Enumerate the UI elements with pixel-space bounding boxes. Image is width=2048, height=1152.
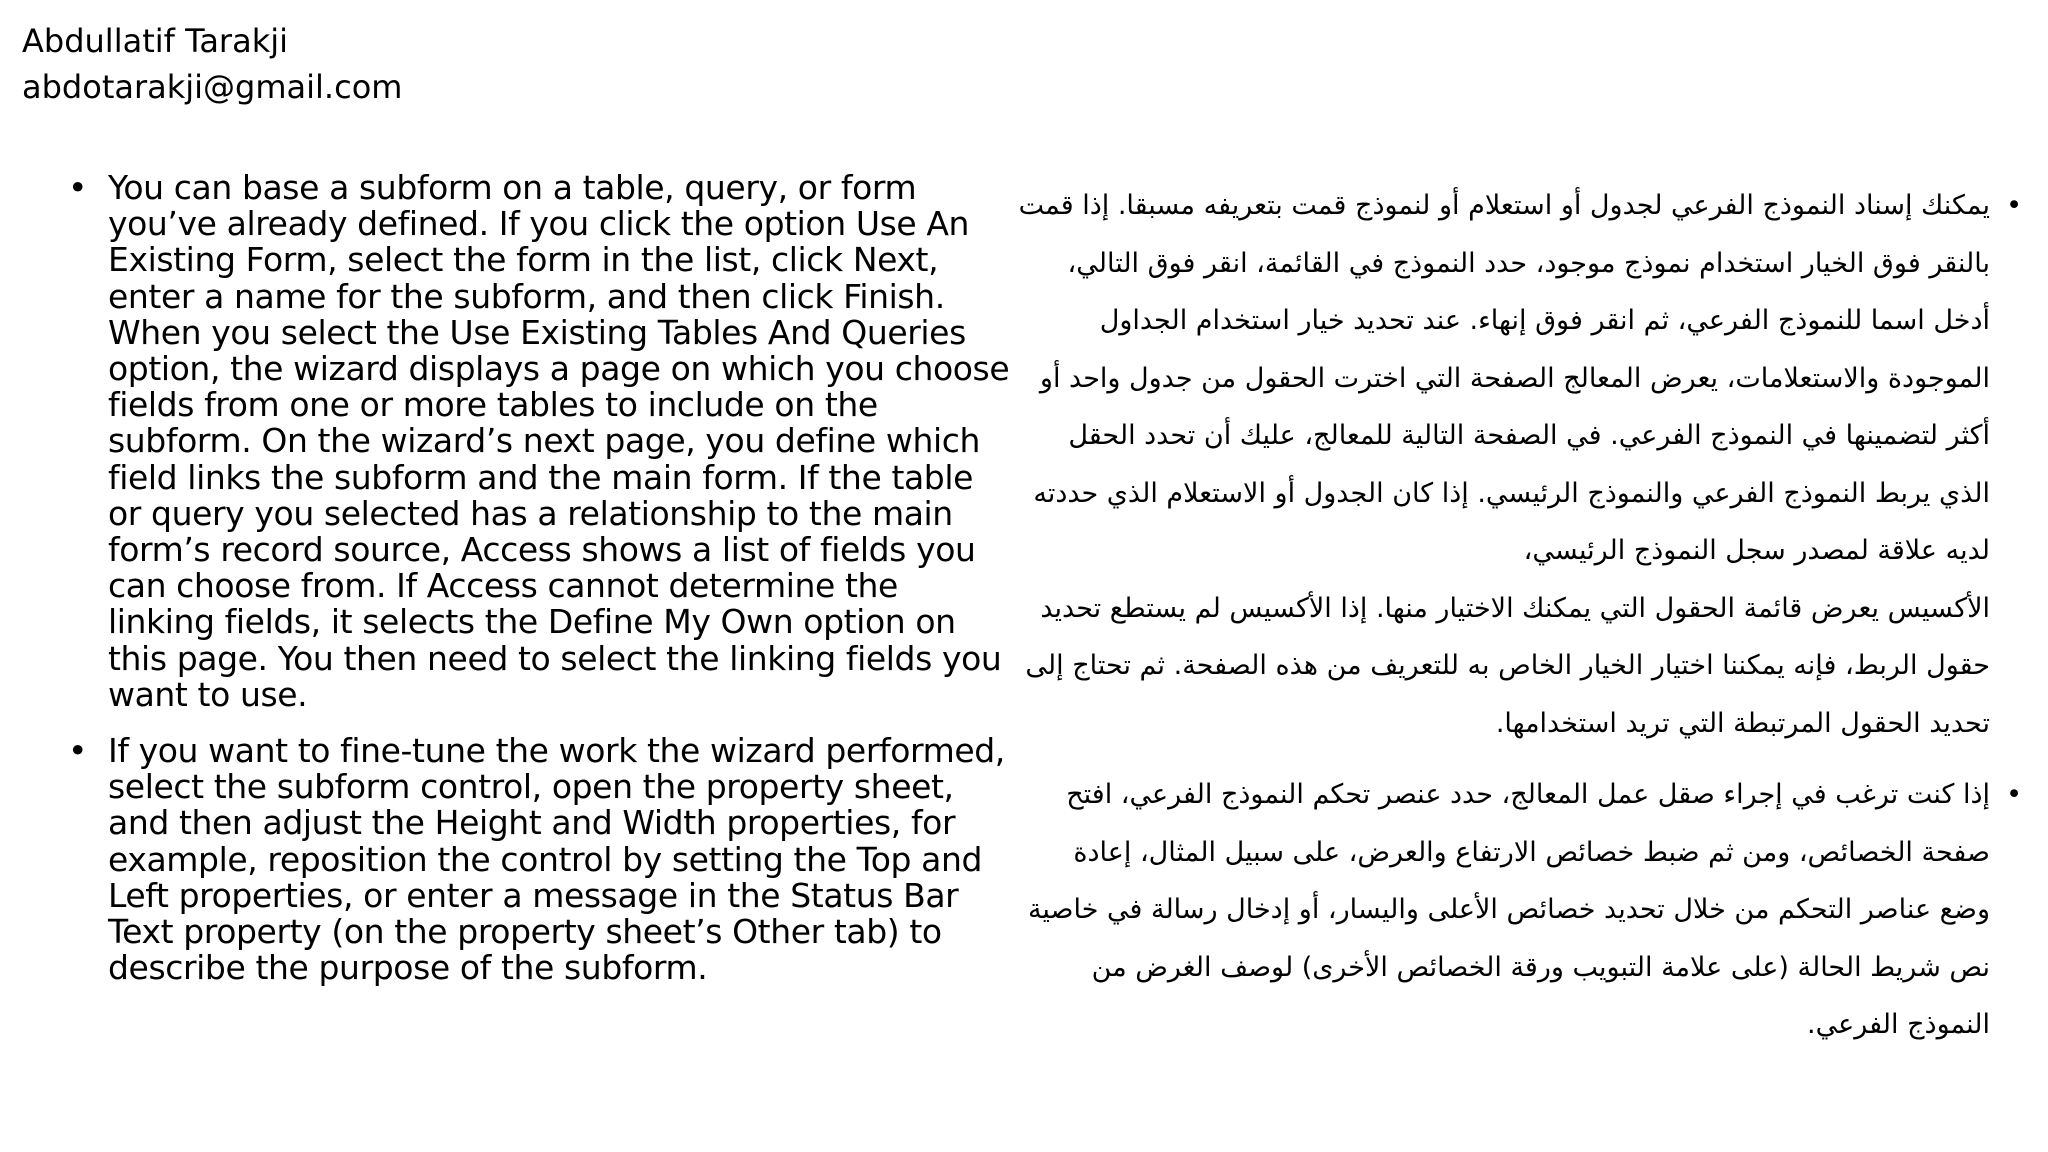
arabic-bullet-text-continued: الأكسيس يعرض قائمة الحقول التي يمكنك الاختيار منها. إذا الأكسيس لم يستطع تحديد حقول الربط، فإنه يمكننا اختيار الخيار الخاص به للتعريف من هذه الصفحة. ثم تحتاج إلى تحديد الحقول المرتبطة التي تريد استخدامها. xyxy=(1025,592,1990,739)
arabic-bullet-item xyxy=(1018,177,2028,752)
bullet-icon: • xyxy=(2006,190,2022,221)
arabic-bullet-item xyxy=(1018,766,2028,1054)
author-block xyxy=(22,18,402,110)
english-bullet-text: You can base a subform on a table, query, or form you’ve already defined. If you click the option Use An Existing Form, select the form in the list, click Next, enter a name for the subform, and then click Finish. When you select the Use Existing Tables And Queries option, the wizard displays a page on which you choose fields from one or more tables to include on the subform. On the wizard’s next page, you define which field links the subform and the main form. If the table or query you selected has a relationship to the main form’s record source, Access shows a list of fields you can choose from. If Access cannot determine the linking fields, it selects the Define My Own option on this page. You then need to select the linking fields you want to use. xyxy=(108,168,1010,714)
arabic-bullet-list xyxy=(1018,177,2028,1054)
arabic-bullet-text: إذا كنت ترغب في إجراء صقل عمل المعالج، حدد عنصر تحكم النموذج الفرعي، افتح صفحة الخصائص، ومن ثم ضبط خصائص الارتفاع والعرض، على سبيل المثال، إعادة وضع عناصر التحكم من خلال تحديد خصائص الأعلى واليسار، أو إدخال رسالة في خاصية نص شريط الحالة (على علامة التبويب ورقة الخصائص الأخرى) لوصف الغرض من النموذج الفرعي. xyxy=(1027,779,1990,1040)
author-name: Abdullatif Tarakji xyxy=(22,22,288,60)
bullet-icon: • xyxy=(68,168,88,207)
bullet-icon: • xyxy=(68,731,88,771)
english-bullet-text: If you want to fine-tune the work the wizard performed, select the subform control, open the property sheet, and then adjust the Height and Width properties, for example, reposition the control by setting the Top and Left properties, or enter a message in the Status Bar Text property (on the property sheet’s Other tab) to describe the purpose of the subform. xyxy=(108,731,1005,988)
arabic-column xyxy=(1018,177,2028,1068)
arabic-bullet-text: يمكنك إسناد النموذج الفرعي لجدول أو استعلام أو لنموذج قمت بتعريفه مسبقا. إذا قمت بالنقر فوق الخيار استخدام نموذج موجود، حدد النموذج في القائمة، انقر فوق التالي، أدخل اسما للنموذج الفرعي، ثم انقر فوق إنهاء. عند تحديد خيار استخدام الجداول الموجودة والاستعلامات، يعرض المعالج الصفحة التي اخترت الحقول من جدول واحد أو أكثر لتضمينها في النموذج الفرعي. في الصفحة التالية للمعالج، عليك أن تحدد الحقل الذي يربط النموذج الفرعي والنموذج الرئيسي. إذا كان الجدول أو الاستعلام الذي حددته لديه علاقة لمصدر سجل النموذج الرئيسي، xyxy=(1018,190,1990,566)
bullet-icon: • xyxy=(2006,779,2022,810)
author-email: abdotarakji@gmail.com xyxy=(22,68,403,106)
english-bullet-item xyxy=(62,733,1012,986)
english-bullet-item xyxy=(62,170,1012,713)
english-column xyxy=(62,170,1012,1006)
english-bullet-list xyxy=(62,170,1012,986)
